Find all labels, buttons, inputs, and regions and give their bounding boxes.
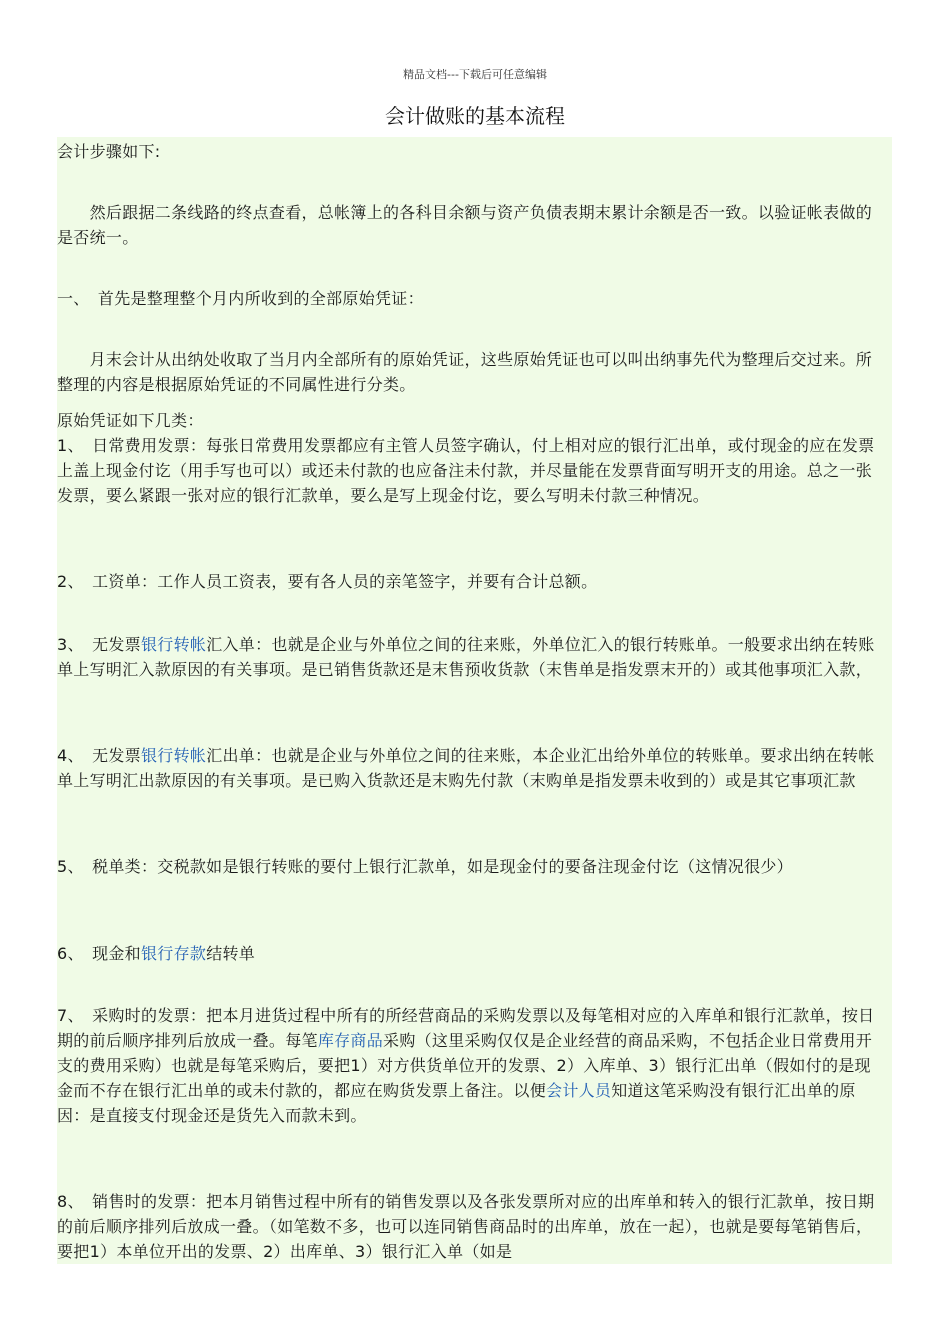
paragraph-verify: 然后跟据二条线路的终点查看，总帐簿上的各科目余额与资产负债表期末累计余额是否一致。以验证帐表做的是否统一。: [57, 203, 873, 247]
bank-transfer-link[interactable]: 银行转帐: [140, 635, 207, 654]
bank-deposit-link[interactable]: 银行存款: [140, 944, 207, 963]
item-4-prefix: 4、 无发票: [57, 746, 141, 765]
paragraph-item-8: 8、 销售时的发票：把本月销售过程中所有的销售发票以及各张发票所对应的出库单和转入的银行汇款单，按日期的前后顺序排列后放成一叠。（如笔数不多，也可以连同销售商品时的出库单，放在一起），也就是要每笔销售后，要把1）本单位开出的发票、2）出库单、3）银行汇入单（如是: [57, 1192, 875, 1261]
paragraph-item-2: 2、 工资单：工作人员工资表，要有各人员的亲笔签字，并要有合计总额。: [57, 572, 598, 591]
page-header: 精品文档---下载后可任意编辑: [403, 68, 547, 81]
paragraph-item-4: [57, 743, 885, 793]
bank-transfer-link-2[interactable]: 银行转帐: [140, 746, 207, 765]
inventory-goods-link[interactable]: 库存商品: [317, 1031, 384, 1050]
item-4-text: 汇出单：也就是企业与外单位之间的往来账，本企业汇出给外单位的转账单。要求出纳在转帐单上写明汇出款原因的有关事项。是已购入货款还是末购先付款（末购单是指发票未收到的）或是其它事项汇款: [57, 746, 875, 790]
paragraph-item-1: 1、 日常费用发票：每张日常费用发票都应有主管人员签字确认，付上相对应的银行汇出单，或付现金的应在发票上盖上现金付讫（用手写也可以）或还未付款的也应备注未付款，并尽量能在发票背面写明开支的用途。总之一张发票，要么紧跟一张对应的银行汇款单，要么是写上现金付讫，要么写明未付款三种情况。: [57, 436, 875, 505]
accounting-staff-link[interactable]: 会计人员: [546, 1081, 612, 1100]
item-7-prefix: 7、 采购时的发票：把本月进货过程中所有的所经营商品的采购发票以及每笔相对应的入库单和银行汇款单，按日期的前后顺序排列后放成一叠。每笔: [57, 1006, 875, 1050]
document-title: 会计做账的基本流程: [385, 104, 565, 128]
paragraph-step-one: 一、 首先是整理整个月内所收到的全部原始凭证：: [57, 289, 424, 308]
document-body: [57, 137, 892, 1264]
item-6-prefix: 6、 现金和: [57, 944, 141, 963]
item-7-tail: 知道这笔采购没有银行汇出单的原因：是直接支付现金还是货先入而款未到。: [57, 1081, 856, 1125]
paragraph-month-end: 月末会计从出纳处收取了当月内全部所有的原始凭证，这些原始凭证也可以叫出纳事先代为整理后交过来。所整理的内容是根据原始凭证的不同属性进行分类。: [57, 350, 873, 394]
paragraph-item-3: [57, 632, 885, 682]
paragraph-item-5: 5、 税单类：交税款如是银行转账的要付上银行汇款单，如是现金付的要备注现金付讫（这情况很少）: [57, 857, 793, 876]
item-3-prefix: 3、 无发票: [57, 635, 141, 654]
paragraph-item-7: [57, 1003, 885, 1128]
paragraph-categories: 原始凭证如下几类：: [57, 411, 204, 430]
paragraph-intro: 会计步骤如下:: [57, 142, 161, 161]
item-6-text: 结转单: [206, 944, 256, 963]
item-7-text: 采购（这里采购仅仅是企业经营的商品采购，不包括企业日常费用开支的费用采购）也就是每笔采购后，要把1）对方供货单位开的发票、2）入库单、3）银行汇出单（假如付的是现金而不存在银行汇出单的或未付款的，都应在购货发票上备注。以便: [57, 1031, 873, 1100]
item-3-text: 汇入单：也就是企业与外单位之间的往来账，外单位汇入的银行转账单。一般要求出纳在转账单上写明汇入款原因的有关事项。是已销售货款还是末售预收货款（末售单是指发票末开的）或其他事项汇入款，: [57, 635, 875, 679]
paragraph-item-6: [57, 941, 885, 966]
